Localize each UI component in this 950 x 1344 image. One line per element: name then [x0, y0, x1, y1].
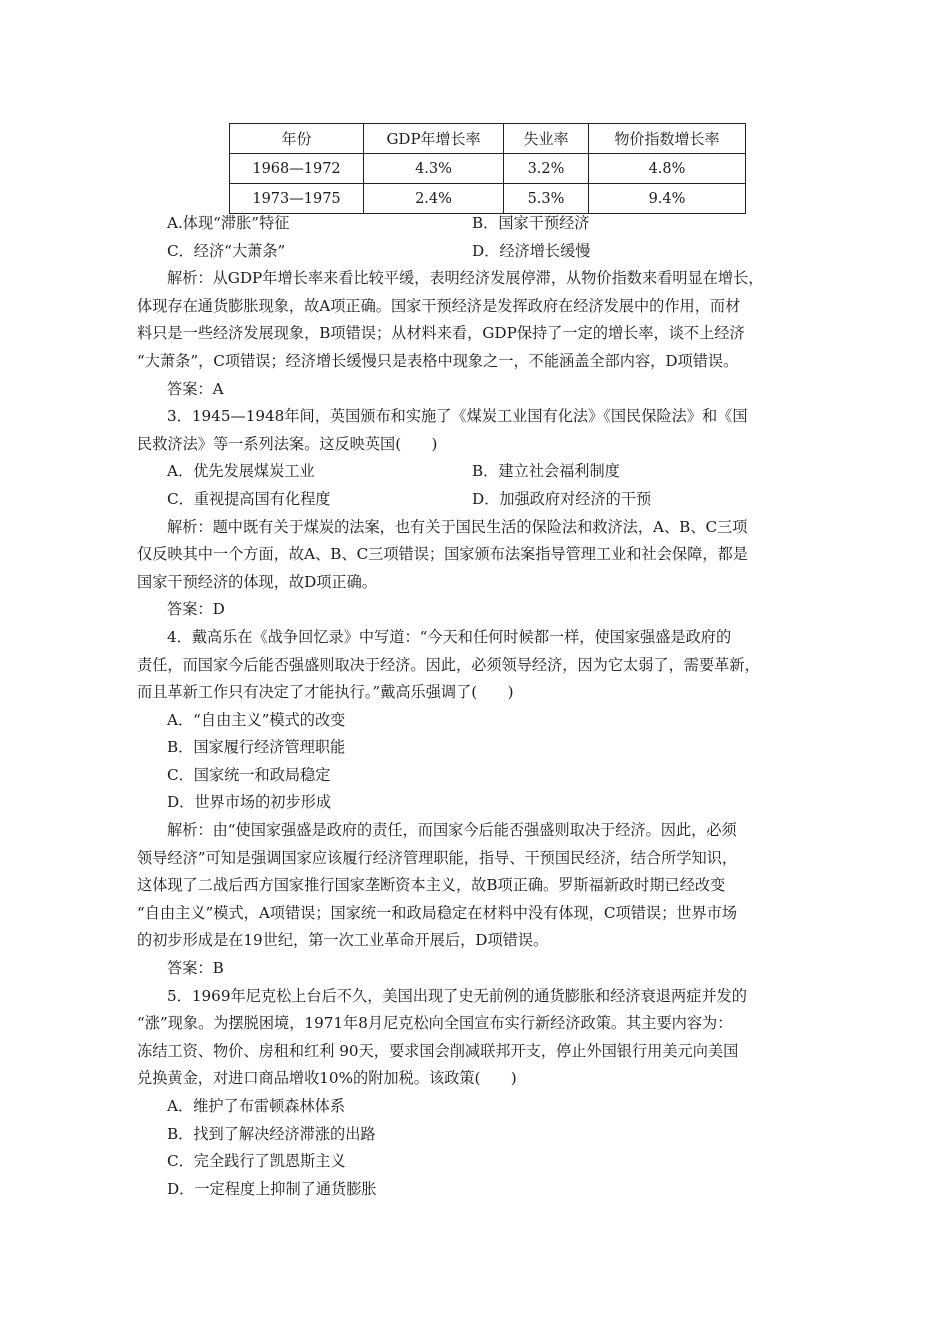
table-cell: 1968—1972 — [230, 154, 364, 184]
q3-options-row-2 — [137, 486, 817, 514]
q4-analysis-line: “自由主义”模式，A项错误；国家统一和政局稳定在材料中没有体现，C项错误；世界市场 — [137, 903, 738, 922]
q2-option-d: D．经济增长缓慢 — [472, 241, 591, 260]
q4-stem-line: 责任，而国家今后能否强盛则取决于经济。因此，必须领导经济，因为它太弱了，需要革新， — [137, 655, 760, 674]
table-cell: 9.4% — [589, 184, 746, 214]
question-content — [137, 210, 817, 1203]
q3-option-d: D．加强政府对经济的干预 — [472, 489, 652, 508]
table-row — [230, 154, 746, 184]
q3-option-a: A．优先发展煤炭工业 — [167, 462, 315, 481]
q3-analysis-line: 仅反映其中一个方面，故A、B、C三项错误；国家颁布法案指导管理工业和社会保障，都是 — [137, 545, 748, 564]
q2-analysis-line: 解析：从GDP年增长率来看比较平缓，表明经济发展停滞，从物价指数来看明显在增长， — [167, 269, 764, 288]
q4-analysis-line: 解析：由“使国家强盛是政府的责任，而国家今后能否强盛则取决于经济。因此，必须 — [167, 821, 737, 840]
q3-analysis-line: 国家干预经济的体现，故D项正确。 — [137, 572, 377, 591]
q5-option-d: D．一定程度上抑制了通货膨胀 — [167, 1179, 377, 1198]
q2-option-b: B．国家干预经济 — [472, 214, 590, 232]
q4-option-c: C．国家统一和政局稳定 — [167, 765, 331, 784]
table-row — [230, 184, 746, 214]
q4-stem-line: 4．戴高乐在《战争回忆录》中写道：“今天和任何时候都一样，使国家强盛是政府的 — [167, 627, 732, 646]
q2-analysis-line: 料只是一些经济发展现象，B项错误；从材料来看，GDP保持了一定的增长率，谈不上经济 — [137, 324, 745, 343]
q5-option-c: C．完全践行了凯恩斯主义 — [167, 1152, 346, 1171]
q5-stem-line: 兑换黄金，对进口商品增收10%的附加税。该政策( ) — [137, 1069, 517, 1088]
q2-option-a: A.体现“滞胀”特征 — [167, 214, 290, 232]
q2-options-row-1 — [137, 210, 817, 238]
header-unemployment: 失业率 — [504, 124, 589, 154]
table-cell: 1973—1975 — [230, 184, 364, 214]
table-cell: 3.2% — [504, 154, 589, 184]
q3-stem-line: 民救济法》等一系列法案。这反映英国( ) — [137, 434, 438, 453]
q3-options-row-1 — [137, 458, 817, 486]
q4-stem-line: 而且革新工作只有决定了才能执行。”戴高乐强调了( ) — [137, 683, 514, 702]
economic-data-table — [229, 123, 746, 214]
q3-option-b: B．建立社会福利制度 — [472, 462, 620, 481]
q3-stem-line: 3．1945—1948年间，英国颁布和实施了《煤炭工业国有化法》《国民保险法》和《国 — [167, 407, 748, 426]
table-cell: 5.3% — [504, 184, 589, 214]
q5-stem-line: 冻结工资、物价、房租和红利 90天，要求国会削减联邦开支，停止外国银行用美元向美国 — [137, 1041, 739, 1060]
q4-option-b: B．国家履行经济管理职能 — [167, 738, 346, 757]
q3-option-c: C．重视提高国有化程度 — [167, 489, 331, 508]
header-price-index: 物价指数增长率 — [589, 124, 746, 154]
table-cell: 4.3% — [364, 154, 504, 184]
q2-option-c: C．经济“大萧条” — [167, 241, 286, 260]
table-cell: 4.8% — [589, 154, 746, 184]
q2-analysis-line: 体现存在通货膨胀现象，故A项正确。国家干预经济是发挥政府在经济发展中的作用，而材 — [137, 296, 741, 315]
q2-answer: 答案：A — [167, 379, 224, 398]
q4-answer: 答案：B — [167, 959, 224, 978]
q4-analysis-line: 的初步形成是在19世纪，第一次工业革命开展后，D项错误。 — [137, 931, 549, 950]
q4-option-a: A．“自由主义”模式的改变 — [167, 710, 346, 729]
table-header-row — [230, 124, 746, 154]
q5-stem-line: “涨”现象。为摆脱困境，1971年8月尼克松向全国宣布实行新经济政策。其主要内容为： — [137, 1014, 733, 1033]
q4-analysis-line: 领导经济”可知是强调国家应该履行经济管理职能，指导、干预国民经济，结合所学知识， — [137, 848, 738, 867]
q2-analysis-line: “大萧条”，C项错误；经济增长缓慢只是表格中现象之一，不能涵盖全部内容，D项错误。 — [137, 351, 739, 370]
q4-analysis-line: 这体现了二战后西方国家推行国家垄断资本主义，故B项正确。罗斯福新政时期已经改变 — [137, 876, 726, 895]
q4-option-d: D．世界市场的初步形成 — [167, 793, 332, 812]
q2-options-row-2 — [137, 238, 817, 266]
q3-analysis-line: 解析：题中既有关于煤炭的法案，也有关于国民生活的保险法和救济法，A、B、C三项 — [167, 517, 748, 536]
q5-option-a: A．维护了布雷顿森林体系 — [167, 1097, 346, 1115]
header-gdp: GDP年增长率 — [364, 124, 504, 154]
q3-answer: 答案：D — [167, 600, 225, 619]
header-year: 年份 — [230, 124, 364, 154]
table-cell: 2.4% — [364, 184, 504, 214]
q5-option-b: B．找到了解决经济滞涨的出路 — [167, 1124, 376, 1143]
q5-stem-line: 5．1969年尼克松上台后不久，美国出现了史无前例的通货膨胀和经济衰退两症并发的 — [167, 986, 747, 1005]
